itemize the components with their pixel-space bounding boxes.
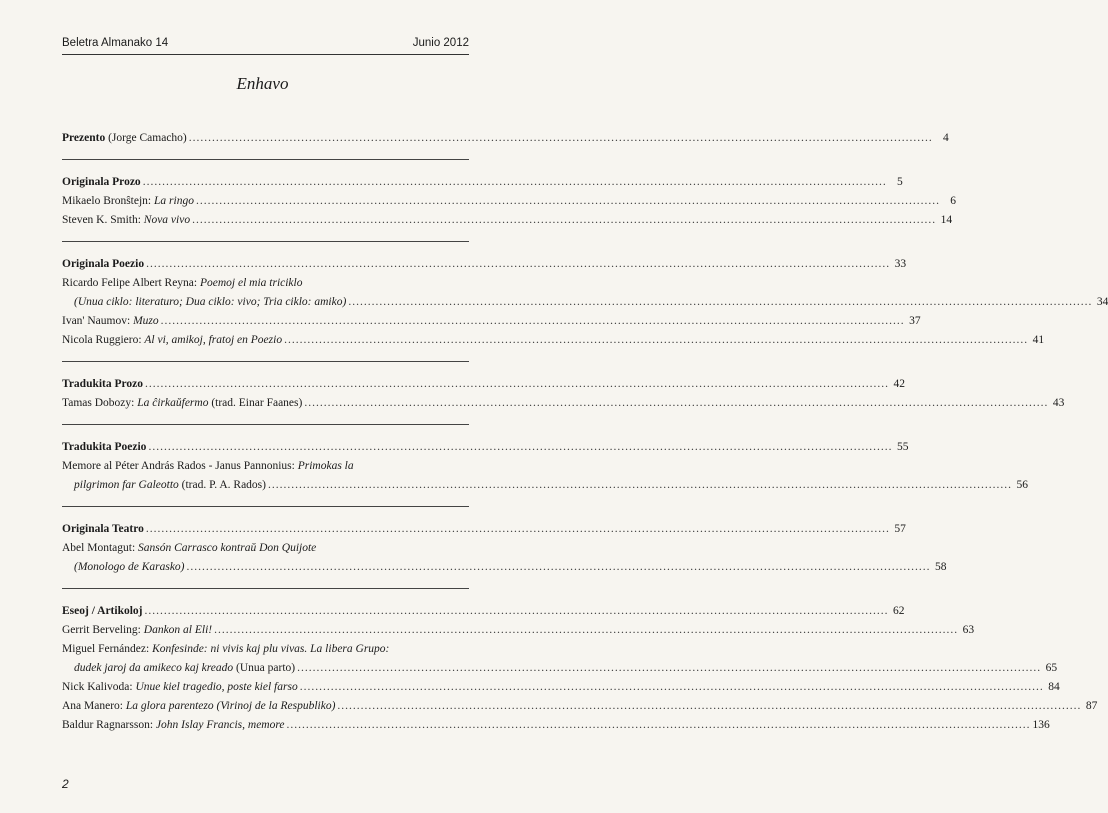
header-publication: Beletra Almanako 14 (62, 37, 169, 49)
dot-leader (348, 293, 1092, 312)
entry-first-line (62, 274, 469, 293)
entry-title (62, 192, 194, 211)
entry-line (62, 211, 953, 230)
toc-section (62, 424, 1028, 495)
entry-page-number: 57 (894, 523, 906, 535)
toc-entry[interactable] (62, 331, 1045, 350)
dot-leader (148, 438, 892, 457)
toc-entry[interactable] (62, 274, 1108, 312)
entry-page-number: 84 (1048, 681, 1060, 693)
dot-leader (300, 678, 1044, 697)
entry-text: Baldur Ragnarsson: (62, 719, 156, 731)
entry-text: (Monologo de Karasko) (74, 561, 185, 573)
toc-entry[interactable] (62, 539, 947, 577)
entry-page-number: 43 (1052, 397, 1065, 409)
entry-title (62, 394, 302, 413)
entry-text: (trad. Einar Faanes) (208, 397, 303, 409)
toc-entry[interactable] (62, 621, 975, 640)
entry-page-number: 41 (1032, 334, 1045, 346)
toc-section (62, 159, 956, 230)
dot-leader (297, 659, 1041, 678)
toc-entry[interactable] (62, 129, 949, 148)
entry-page-number: 136 (1032, 719, 1050, 731)
entry-page-number: 55 (896, 441, 909, 453)
entry-title (62, 211, 190, 230)
entry-text: John Islay Francis, memore (155, 719, 285, 731)
entry-line (62, 293, 1108, 312)
entry-page-number: 87 (1085, 700, 1098, 712)
entry-text: (Unua ciklo: literaturo; Dua ciklo: vivo; Tria ciklo: amiko) (74, 296, 347, 308)
entry-text: Eseoj / Artikoloj (62, 605, 143, 617)
entry-line (62, 697, 1098, 716)
toc-entry[interactable] (62, 211, 953, 230)
entry-text: Tradukita Prozo (62, 378, 144, 390)
dot-leader (146, 520, 890, 539)
entry-line (62, 716, 1050, 735)
entry-page-number: 4 (943, 132, 949, 144)
entry-page-number: 34 (1096, 296, 1108, 308)
entry-page-number: 58 (935, 561, 947, 573)
entry-page-number: 62 (893, 605, 905, 617)
entry-page-number: 14 (940, 214, 953, 226)
entry-text: La ĉirkaŭfermo (137, 397, 209, 409)
entry-title (62, 438, 146, 457)
entry-text: La glora parentezo (Virinoj de la Respubliko) (125, 700, 336, 712)
entry-title (62, 312, 159, 331)
dot-leader (214, 621, 958, 640)
entry-line (62, 129, 949, 148)
toc-entry[interactable] (62, 716, 1050, 735)
entry-text: Unue kiel tragedio, poste kiel farso (135, 681, 298, 693)
entry-title (62, 678, 298, 697)
entry-title (62, 716, 285, 735)
entry-title (62, 520, 144, 539)
entry-line (62, 255, 907, 274)
dot-leader (145, 375, 889, 394)
toc-entry[interactable] (62, 173, 903, 192)
table-of-contents (62, 129, 1108, 746)
entry-text: Gerrit Berveling: (62, 624, 144, 636)
toc-entry[interactable] (62, 640, 1058, 678)
toc-section (62, 506, 947, 577)
toc-entry[interactable] (62, 192, 956, 211)
entry-title (62, 621, 212, 640)
entry-text: Prezento (62, 132, 106, 144)
entry-text: (Unua parto) (233, 662, 296, 674)
entry-text: dudek jaroj da amikeco kaj kreado (74, 662, 234, 674)
entry-text: pilgrimon far Galeotto (74, 479, 179, 491)
entry-text: Nick Kalivoda: (62, 681, 136, 693)
entry-first-line (62, 539, 469, 558)
entry-text: Ivan' Naumov: (62, 315, 134, 327)
entry-first-line (62, 457, 469, 476)
header-date: Junio 2012 (412, 37, 469, 49)
toc-entry[interactable] (62, 520, 906, 539)
entry-title (62, 375, 143, 394)
entry-line (62, 375, 906, 394)
entry-title (62, 602, 143, 621)
entry-text: Ana Manero: (62, 700, 126, 712)
entry-text: Tradukita Poezio (62, 441, 147, 453)
running-header (62, 37, 469, 55)
dot-leader (187, 558, 931, 577)
entry-page-number: 65 (1045, 662, 1058, 674)
entry-line (62, 438, 909, 457)
entry-page-number: 5 (896, 176, 903, 188)
entry-line (62, 476, 1028, 495)
dot-leader (146, 255, 890, 274)
entry-text: Al vi, amikoj, fratoj en Poezio (144, 334, 283, 346)
entry-text: Originala Teatro (62, 523, 144, 535)
entry-text: Muzo (133, 315, 159, 327)
entry-page-number: 56 (1016, 479, 1028, 491)
entry-title (62, 255, 144, 274)
dot-leader (189, 129, 933, 148)
entry-text: Mikaelo Bronŝtejn: (62, 195, 154, 207)
toc-entry[interactable] (62, 602, 905, 621)
entry-title (74, 659, 295, 678)
entry-line (62, 520, 906, 539)
entry-title (62, 173, 141, 192)
entry-line (62, 192, 956, 211)
entry-line (62, 678, 1060, 697)
toc-entry[interactable] (62, 678, 1060, 697)
entry-line (62, 394, 1065, 413)
entry-text: Konfesinde: ni vivis kaj plu vivas. La libera Grupo: (152, 643, 390, 655)
entry-text: Sansón Carrasco kontraŭ Don Quijote (138, 542, 317, 554)
entry-title (74, 476, 266, 495)
dot-leader (192, 211, 936, 230)
toc-entry[interactable] (62, 438, 909, 457)
page-title: Enhavo (236, 74, 289, 93)
entry-text: Steven K. Smith: (62, 214, 144, 226)
entry-page-number: 6 (950, 195, 956, 207)
toc-entry[interactable] (62, 375, 906, 394)
entry-page-number: 63 (962, 624, 975, 636)
entry-line (62, 331, 1045, 350)
entry-page-number: 42 (893, 378, 906, 390)
entry-text: Memore al Péter András Rados - Janus Pannonius: (62, 460, 298, 472)
toc-entry[interactable] (62, 312, 921, 331)
entry-text: (trad. P. A. Rados) (178, 479, 266, 491)
entry-text: Abel Montagut: (62, 542, 139, 554)
dot-leader (284, 331, 1028, 350)
toc-section (62, 361, 1065, 413)
entry-text: Originala Poezio (62, 258, 145, 270)
toc-entry[interactable] (62, 697, 1098, 716)
entry-title (74, 558, 185, 577)
entry-line (62, 312, 921, 331)
dot-leader (145, 602, 889, 621)
entry-title (62, 331, 282, 350)
entry-line (62, 621, 975, 640)
entry-title (62, 129, 187, 148)
entry-text: Primokas la (297, 460, 354, 472)
entry-text: Poemoj el mia triciklo (199, 277, 303, 289)
toc-section (62, 588, 1098, 735)
entry-text: Nicola Ruggiero: (62, 334, 145, 346)
entry-line (62, 173, 903, 192)
entry-line (62, 659, 1058, 678)
toc-section (62, 129, 949, 148)
entry-page-number: 37 (909, 315, 921, 327)
entry-text: Nova vivo (143, 214, 191, 226)
dot-leader (268, 476, 1012, 495)
entry-first-line (62, 640, 469, 659)
entry-text: Tamas Dobozy: (62, 397, 138, 409)
entry-text: (Jorge Camacho) (105, 132, 187, 144)
dot-leader (196, 192, 940, 211)
toc-section (62, 241, 1108, 350)
dot-leader (143, 173, 887, 192)
entry-title (74, 293, 346, 312)
entry-text: Ricardo Felipe Albert Reyna: (62, 277, 200, 289)
dot-leader (287, 716, 1031, 735)
entry-text: La ringo (154, 195, 194, 207)
toc-entry[interactable] (62, 394, 1065, 413)
entry-text: Dankon al Eli! (143, 624, 213, 636)
dot-leader (161, 312, 905, 331)
dot-leader (337, 697, 1081, 716)
entry-page-number: 33 (894, 258, 907, 270)
entry-title (62, 697, 335, 716)
toc-entry[interactable] (62, 457, 1028, 495)
entry-line (62, 558, 947, 577)
page-number: 2 (62, 777, 69, 791)
entry-text: Originala Prozo (62, 176, 141, 188)
entry-text: Miguel Fernández: (62, 643, 153, 655)
entry-line (62, 602, 905, 621)
toc-entry[interactable] (62, 255, 907, 274)
dot-leader (304, 394, 1048, 413)
